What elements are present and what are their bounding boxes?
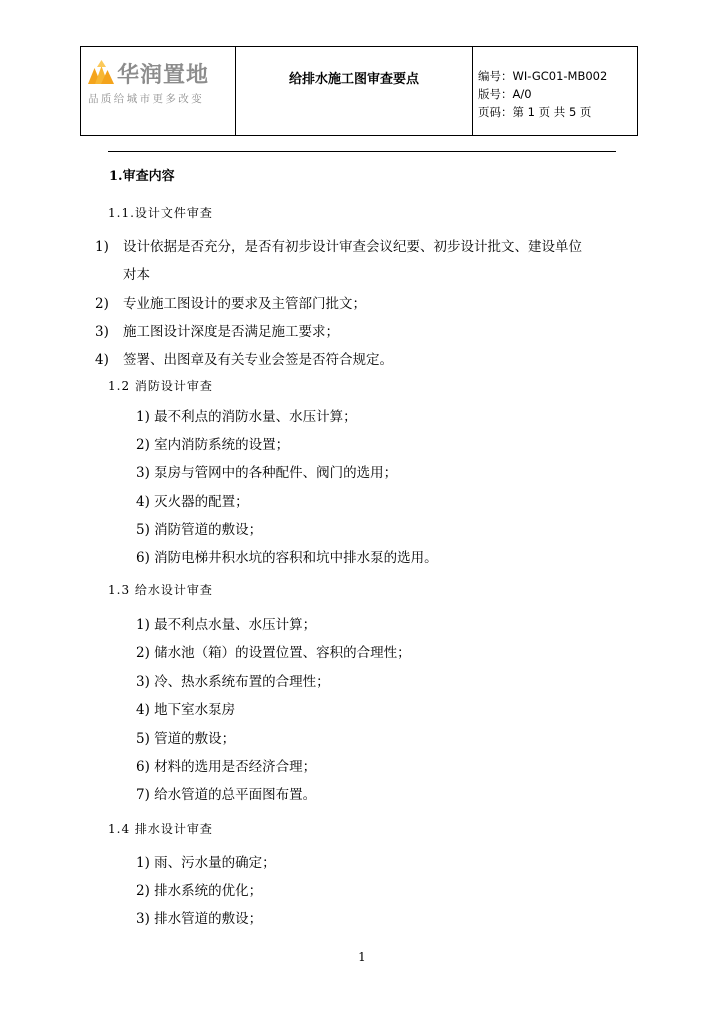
list-item: 2) 储水池（箱）的设置位置、容积的合理性； (136, 645, 411, 661)
subsection-title: 1.4 排水设计审查 (108, 822, 213, 836)
document-title: 给排水施工图审查要点 (288, 72, 419, 87)
section-title: 1.审查内容 (109, 169, 175, 184)
logo-slogan: 品质给城市更多改变 (88, 93, 205, 105)
header-rule (108, 151, 616, 152)
list-number: 1) (95, 239, 109, 255)
subsection-title: 1.3 给水设计审查 (108, 583, 213, 597)
list-item: 5) 管道的敷设； (136, 731, 236, 747)
list-item: 4) 地下室水泵房 (136, 702, 236, 718)
list-number: 3) (95, 324, 109, 340)
list-text: 专业施工图设计的要求及主管部门批文； (123, 296, 366, 312)
logo-cell (81, 47, 236, 135)
page-number: 1 (358, 950, 366, 964)
list-item: 3) 冷、热水系统布置的合理性； (136, 674, 330, 690)
list-item: 2) 室内消防系统的设置； (136, 437, 290, 453)
doc-number: 编号：WI-GC01-MB002 (478, 69, 608, 83)
list-item: 1) 最不利点水量、水压计算； (136, 617, 317, 633)
list-item: 1) 最不利点的消防水量、水压计算； (136, 409, 357, 425)
list-item: 1) 雨、污水量的确定； (136, 855, 276, 871)
list-item-continuation: 对本 (123, 267, 150, 283)
list-item: 6) 消防电梯井积水坑的容积和坑中排水泵的选用。 (136, 550, 438, 566)
logo-name: 华润置地 (117, 63, 210, 88)
list-item: 2) 排水系统的优化； (136, 883, 263, 899)
document-header (80, 46, 638, 136)
list-text: 施工图设计深度是否满足施工要求； (123, 324, 339, 340)
list-item: 6) 材料的选用是否经济合理； (136, 759, 317, 775)
list-item: 5) 消防管道的敷设； (136, 522, 263, 538)
company-logo-icon (88, 60, 114, 84)
list-item (95, 320, 339, 340)
list-item: 3) 排水管道的敷设； (136, 911, 263, 927)
list-number: 4) (95, 352, 109, 368)
list-item (95, 292, 366, 312)
page-info: 页码：第 1 页 共 5 页 (478, 105, 592, 119)
list-text: 设计依据是否充分，是否有初步设计审查会议纪要、初步设计批文、建设单位 (123, 239, 582, 255)
list-item: 3) 泵房与管网中的各种配件、阀门的选用； (136, 465, 398, 481)
list-item (95, 348, 393, 368)
list-number: 2) (95, 296, 109, 312)
version: 版号：A/0 (478, 87, 532, 101)
list-item: 4) 灭火器的配置； (136, 494, 249, 510)
subsection-title: 1.2 消防设计审查 (108, 379, 213, 393)
info-cell (473, 47, 637, 135)
list-item: 7) 给水管道的总平面图布置。 (136, 787, 317, 803)
list-item (95, 235, 582, 255)
subsection-title: 1.1.设计文件审查 (108, 206, 213, 220)
list-text: 签署、出图章及有关专业会签是否符合规定。 (123, 352, 393, 368)
title-cell (236, 47, 473, 135)
